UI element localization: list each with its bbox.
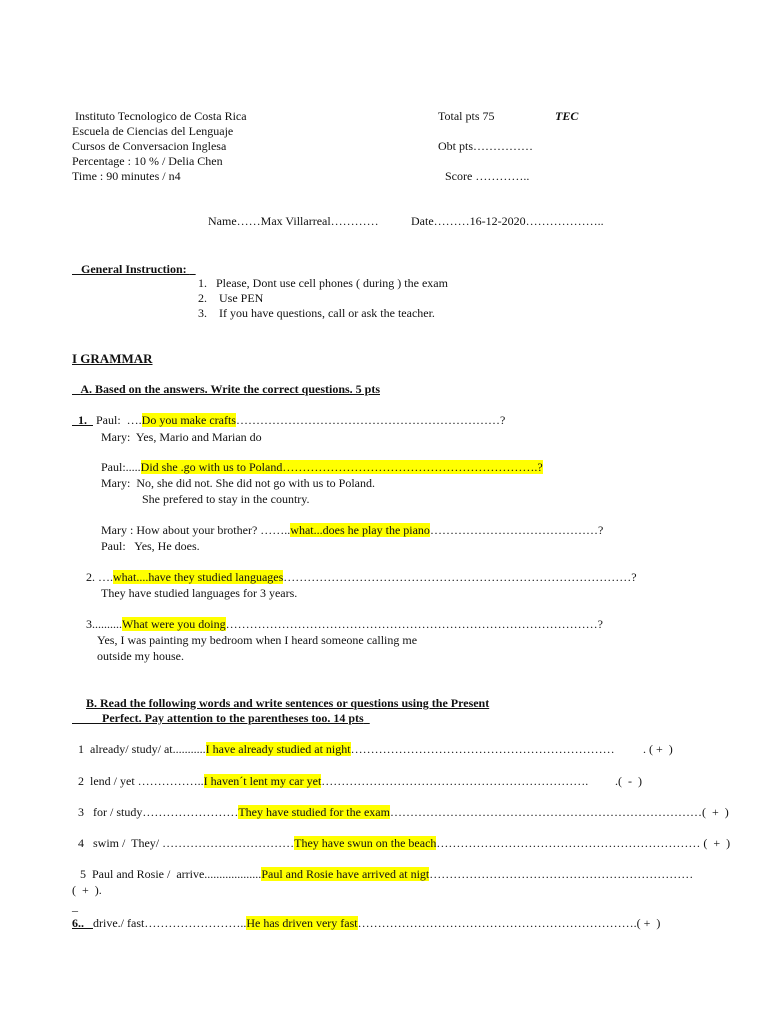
part-b-item-2: 2 lend / yet ……………..I haven´t lent my car yet………………………………………………………….: [78, 774, 589, 788]
student-name-line[interactable]: Name……Max Villarreal…………: [208, 214, 379, 228]
part-b-item-6: 6.. drive./ fast……………………..He has driven very fast…………………………………………………………….( + ): [72, 916, 661, 930]
time-limit: Time : 90 minutes / n4: [72, 169, 181, 183]
part-b-sign-5: ( + ).: [72, 883, 102, 897]
question-2-reply: They have studied languages for 3 years.: [101, 586, 298, 600]
exam-date-line[interactable]: Date………16-12-2020………………..: [411, 214, 604, 228]
part-b-item-4: 4 swim / They/ ……………………………They have swun on the beach………………………………………………………… ( + ): [78, 836, 731, 850]
score: Score …………..: [445, 169, 530, 183]
section-grammar-heading: I GRAMMAR: [72, 351, 153, 366]
question-1c-paul: Paul: Yes, He does.: [101, 539, 200, 553]
part-b-answer-2[interactable]: I haven´t lent my car yet: [203, 774, 322, 788]
part-b-item-1: 1 already/ study/ at...........I have already studied at night…………………………………………………………: [78, 742, 615, 756]
total-points: Total pts 75: [438, 109, 495, 123]
question-1b-mary: Mary: No, she did not. She did not go with us to Poland.: [101, 476, 375, 490]
obtained-points: Obt pts……………: [438, 139, 534, 153]
department-name: Escuela de Ciencias del Lenguaje: [72, 124, 234, 138]
percentage-teacher: Percentage : 10 % / Delia Chen: [72, 154, 223, 168]
instruction-item-3: 3. If you have questions, call or ask the teacher.: [198, 306, 435, 320]
question-3-reply-2: outside my house.: [97, 649, 184, 663]
part-a-title: A. Based on the answers. Write the correct questions. 5 pts: [80, 382, 380, 396]
question-3-reply-1: Yes, I was painting my bedroom when I heard someone calling me: [97, 633, 418, 647]
part-b-item-3: 3 for / study……………………They have studied for the exam……………………………………………………………………( + ): [78, 805, 729, 819]
answer-1b[interactable]: Did she .go with us to Poland……………………………………………………….?: [140, 460, 543, 474]
course-name: Cursos de Conversacion Inglesa: [72, 139, 227, 153]
tec-logo-text: TEC: [555, 109, 579, 123]
question-1c: Mary : How about your brother? ……..what...does he play the piano……………………………………?: [101, 523, 604, 537]
question-1b: Paul:.....Did she .go with us to Poland……………………………………………………….?: [101, 460, 543, 474]
answer-1c[interactable]: what...does he play the piano: [290, 523, 430, 537]
part-b-title-1: B. Read the following words and write sentences or questions using the Present: [86, 696, 490, 710]
question-2: 2. ….what....have they studied languages……………………………………………………………………………?: [86, 570, 637, 584]
part-b-item-5: 5 Paul and Rosie / arrive...................Paul and Rosie have arrived at nigt…………………………………………………………: [80, 867, 694, 881]
part-b-answer-6[interactable]: He has driven very fast: [246, 916, 358, 930]
answer-3[interactable]: What were you doing: [122, 617, 226, 631]
part-b-title-2: Perfect. Pay attention to the parentheses too. 14 pts: [102, 711, 364, 725]
school-name: Instituto Tecnologico de Costa Rica: [75, 109, 247, 123]
part-b-sign-1: . ( + ): [643, 742, 673, 756]
question-1b-mary-2: She prefered to stay in the country.: [142, 492, 310, 506]
question-1-mary: Mary: Yes, Mario and Marian do: [101, 430, 262, 444]
instruction-item-1: 1. Please, Dont use cell phones ( during ) the exam: [198, 276, 448, 290]
question-3: 3..........What were you doing…………………………………………………………………………………?: [86, 617, 603, 631]
answer-1[interactable]: Do you make crafts: [141, 413, 236, 427]
part-b-answer-5[interactable]: Paul and Rosie have arrived at nigt: [261, 867, 430, 881]
stray-mark: _: [72, 899, 78, 913]
part-b-answer-4[interactable]: They have swun on the beach: [294, 836, 437, 850]
instructions-title: General Instruction:: [81, 262, 190, 276]
question-1: 1. Paul: ….Do you make crafts…………………………………………………………?: [78, 413, 506, 427]
part-b-item-6-number: 6..: [72, 916, 84, 930]
instruction-item-2: 2. Use PEN: [198, 291, 264, 305]
answer-2[interactable]: what....have they studied languages: [113, 570, 284, 584]
part-b-sign-2: .( - ): [615, 774, 642, 788]
part-b-answer-1[interactable]: I have already studied at night: [205, 742, 351, 756]
part-b-answer-3[interactable]: They have studied for the exam: [238, 805, 390, 819]
